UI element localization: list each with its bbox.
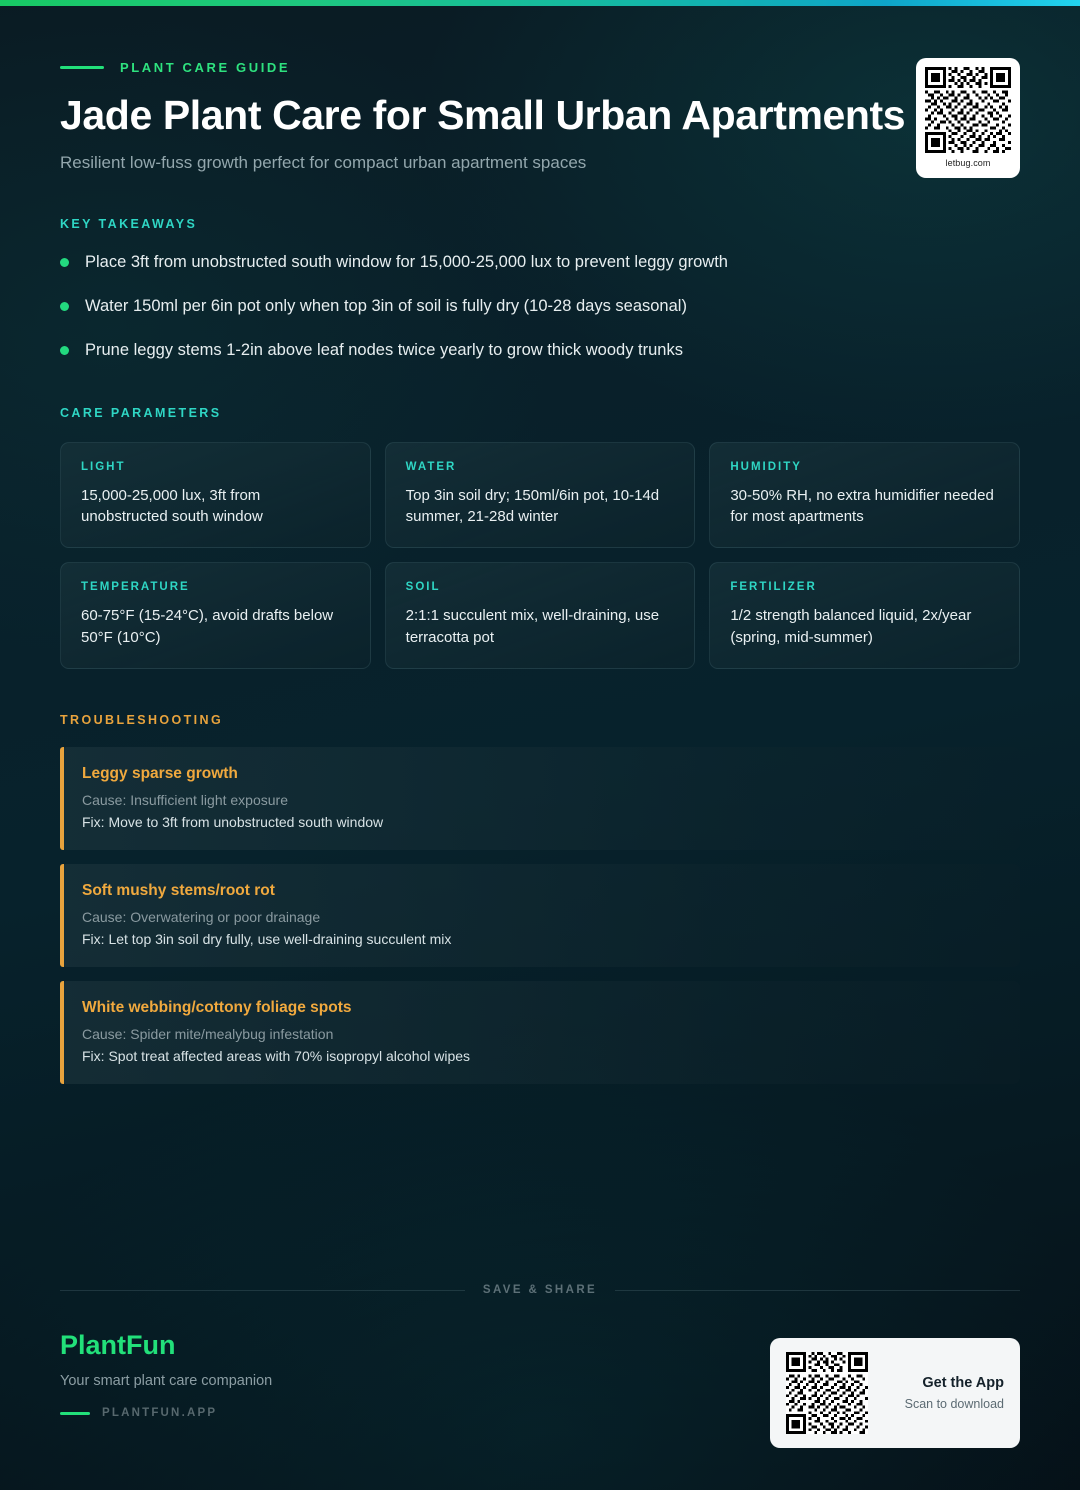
param-value: 1/2 strength balanced liquid, 2x/year (spring, mid-summer) (730, 607, 972, 646)
param-key: FERTILIZER (730, 581, 817, 594)
param-card-humidity (709, 442, 1020, 549)
issue-cause: Cause: Insufficient light exposure (82, 791, 288, 808)
divider-line-right (615, 1290, 1020, 1291)
page-title: Jade Plant Care for Small Urban Apartments (60, 92, 906, 138)
issue-cause: Cause: Spider mite/mealybug infestation (82, 1025, 334, 1042)
divider-line-left (60, 1290, 465, 1291)
care-parameter-cards (60, 442, 1020, 669)
param-card-light (60, 442, 371, 549)
qr-code-icon (786, 1352, 868, 1434)
issue-title: White webbing/cottony foliage spots (82, 998, 352, 1016)
param-card-water (385, 442, 696, 549)
bullet-dot-icon (60, 258, 69, 267)
page-subtitle: Resilient low-fuss growth perfect for compact urban apartment spaces (60, 152, 587, 172)
param-value: 2:1:1 succulent mix, well-draining, use terracotta pot (405, 607, 660, 646)
param-card-fertilizer (709, 562, 1020, 669)
qr-code-icon (925, 67, 1011, 153)
takeaway-text: Place 3ft from unobstructed south window for 15,000-25,000 lux to prevent leggy growth (85, 252, 728, 271)
param-value: 15,000-25,000 lux, 3ft from unobstructed south window (81, 486, 263, 525)
app-card-subtitle: Scan to download (904, 1397, 1004, 1411)
qr-badge-label: letbug.com (945, 158, 991, 168)
footer (60, 1330, 1020, 1448)
param-value: 60-75°F (15-24°C), avoid drafts below 50°F (10°C) (81, 607, 334, 646)
param-key: SOIL (405, 581, 441, 594)
troubleshooting-list (60, 747, 1020, 1084)
bullet-dot-icon (60, 346, 69, 355)
divider-label: SAVE & SHARE (482, 1284, 598, 1296)
issue-title: Leggy sparse growth (82, 764, 238, 782)
param-card-soil (385, 562, 696, 669)
issue-fix: Fix: Let top 3in soil dry fully, use well-draining succulent mix (82, 930, 452, 947)
param-key: LIGHT (81, 460, 126, 473)
header-qr-badge[interactable] (916, 58, 1020, 178)
eyebrow-row (60, 60, 1020, 75)
brand-block (60, 1330, 272, 1419)
eyebrow-label: PLANT CARE GUIDE (120, 60, 291, 75)
brand-url-dash (60, 1412, 90, 1415)
issue-fix: Fix: Spot treat affected areas with 70% isopropyl alcohol wipes (82, 1047, 471, 1064)
takeaway-text: Water 150ml per 6in pot only when top 3in of soil is fully dry (10-28 days seasonal) (85, 297, 687, 316)
brand-url-row (60, 1407, 272, 1419)
param-key: WATER (405, 460, 457, 473)
troubleshooting-item (60, 981, 1020, 1084)
takeaways-list (60, 251, 1020, 362)
param-card-temperature (60, 562, 371, 669)
issue-fix: Fix: Move to 3ft from unobstructed south window (82, 813, 384, 830)
save-share-divider (60, 1284, 1020, 1296)
section-heading-troubleshooting: TROUBLESHOOTING (60, 712, 224, 727)
issue-title: Soft mushy stems/root rot (82, 881, 275, 899)
eyebrow-dash (60, 66, 104, 69)
troubleshooting-item (60, 864, 1020, 967)
brand-tagline: Your smart plant care companion (60, 1373, 273, 1389)
param-key: TEMPERATURE (81, 581, 190, 594)
brand-name: PlantFun (60, 1330, 176, 1360)
takeaway-text: Prune leggy stems 1-2in above leaf nodes twice yearly to grow thick woody trunks (85, 341, 683, 360)
section-heading-parameters: CARE PARAMETERS (60, 405, 222, 420)
param-value: 30-50% RH, no extra humidifier needed for most apartments (730, 486, 994, 525)
section-heading-takeaways: KEY TAKEAWAYS (60, 216, 198, 231)
issue-cause: Cause: Overwatering or poor drainage (82, 908, 321, 925)
app-card-text (882, 1375, 1004, 1411)
list-item (60, 295, 1020, 317)
list-item (60, 251, 1020, 273)
troubleshooting-item (60, 747, 1020, 850)
list-item (60, 339, 1020, 361)
param-value: Top 3in soil dry; 150ml/6in pot, 10-14d summer, 21-28d winter (405, 486, 660, 525)
brand-url: PLANTFUN.APP (102, 1407, 218, 1419)
get-the-app-card[interactable] (770, 1338, 1020, 1448)
bullet-dot-icon (60, 302, 69, 311)
app-card-title: Get the App (922, 1375, 1004, 1391)
param-key: HUMIDITY (730, 460, 802, 473)
